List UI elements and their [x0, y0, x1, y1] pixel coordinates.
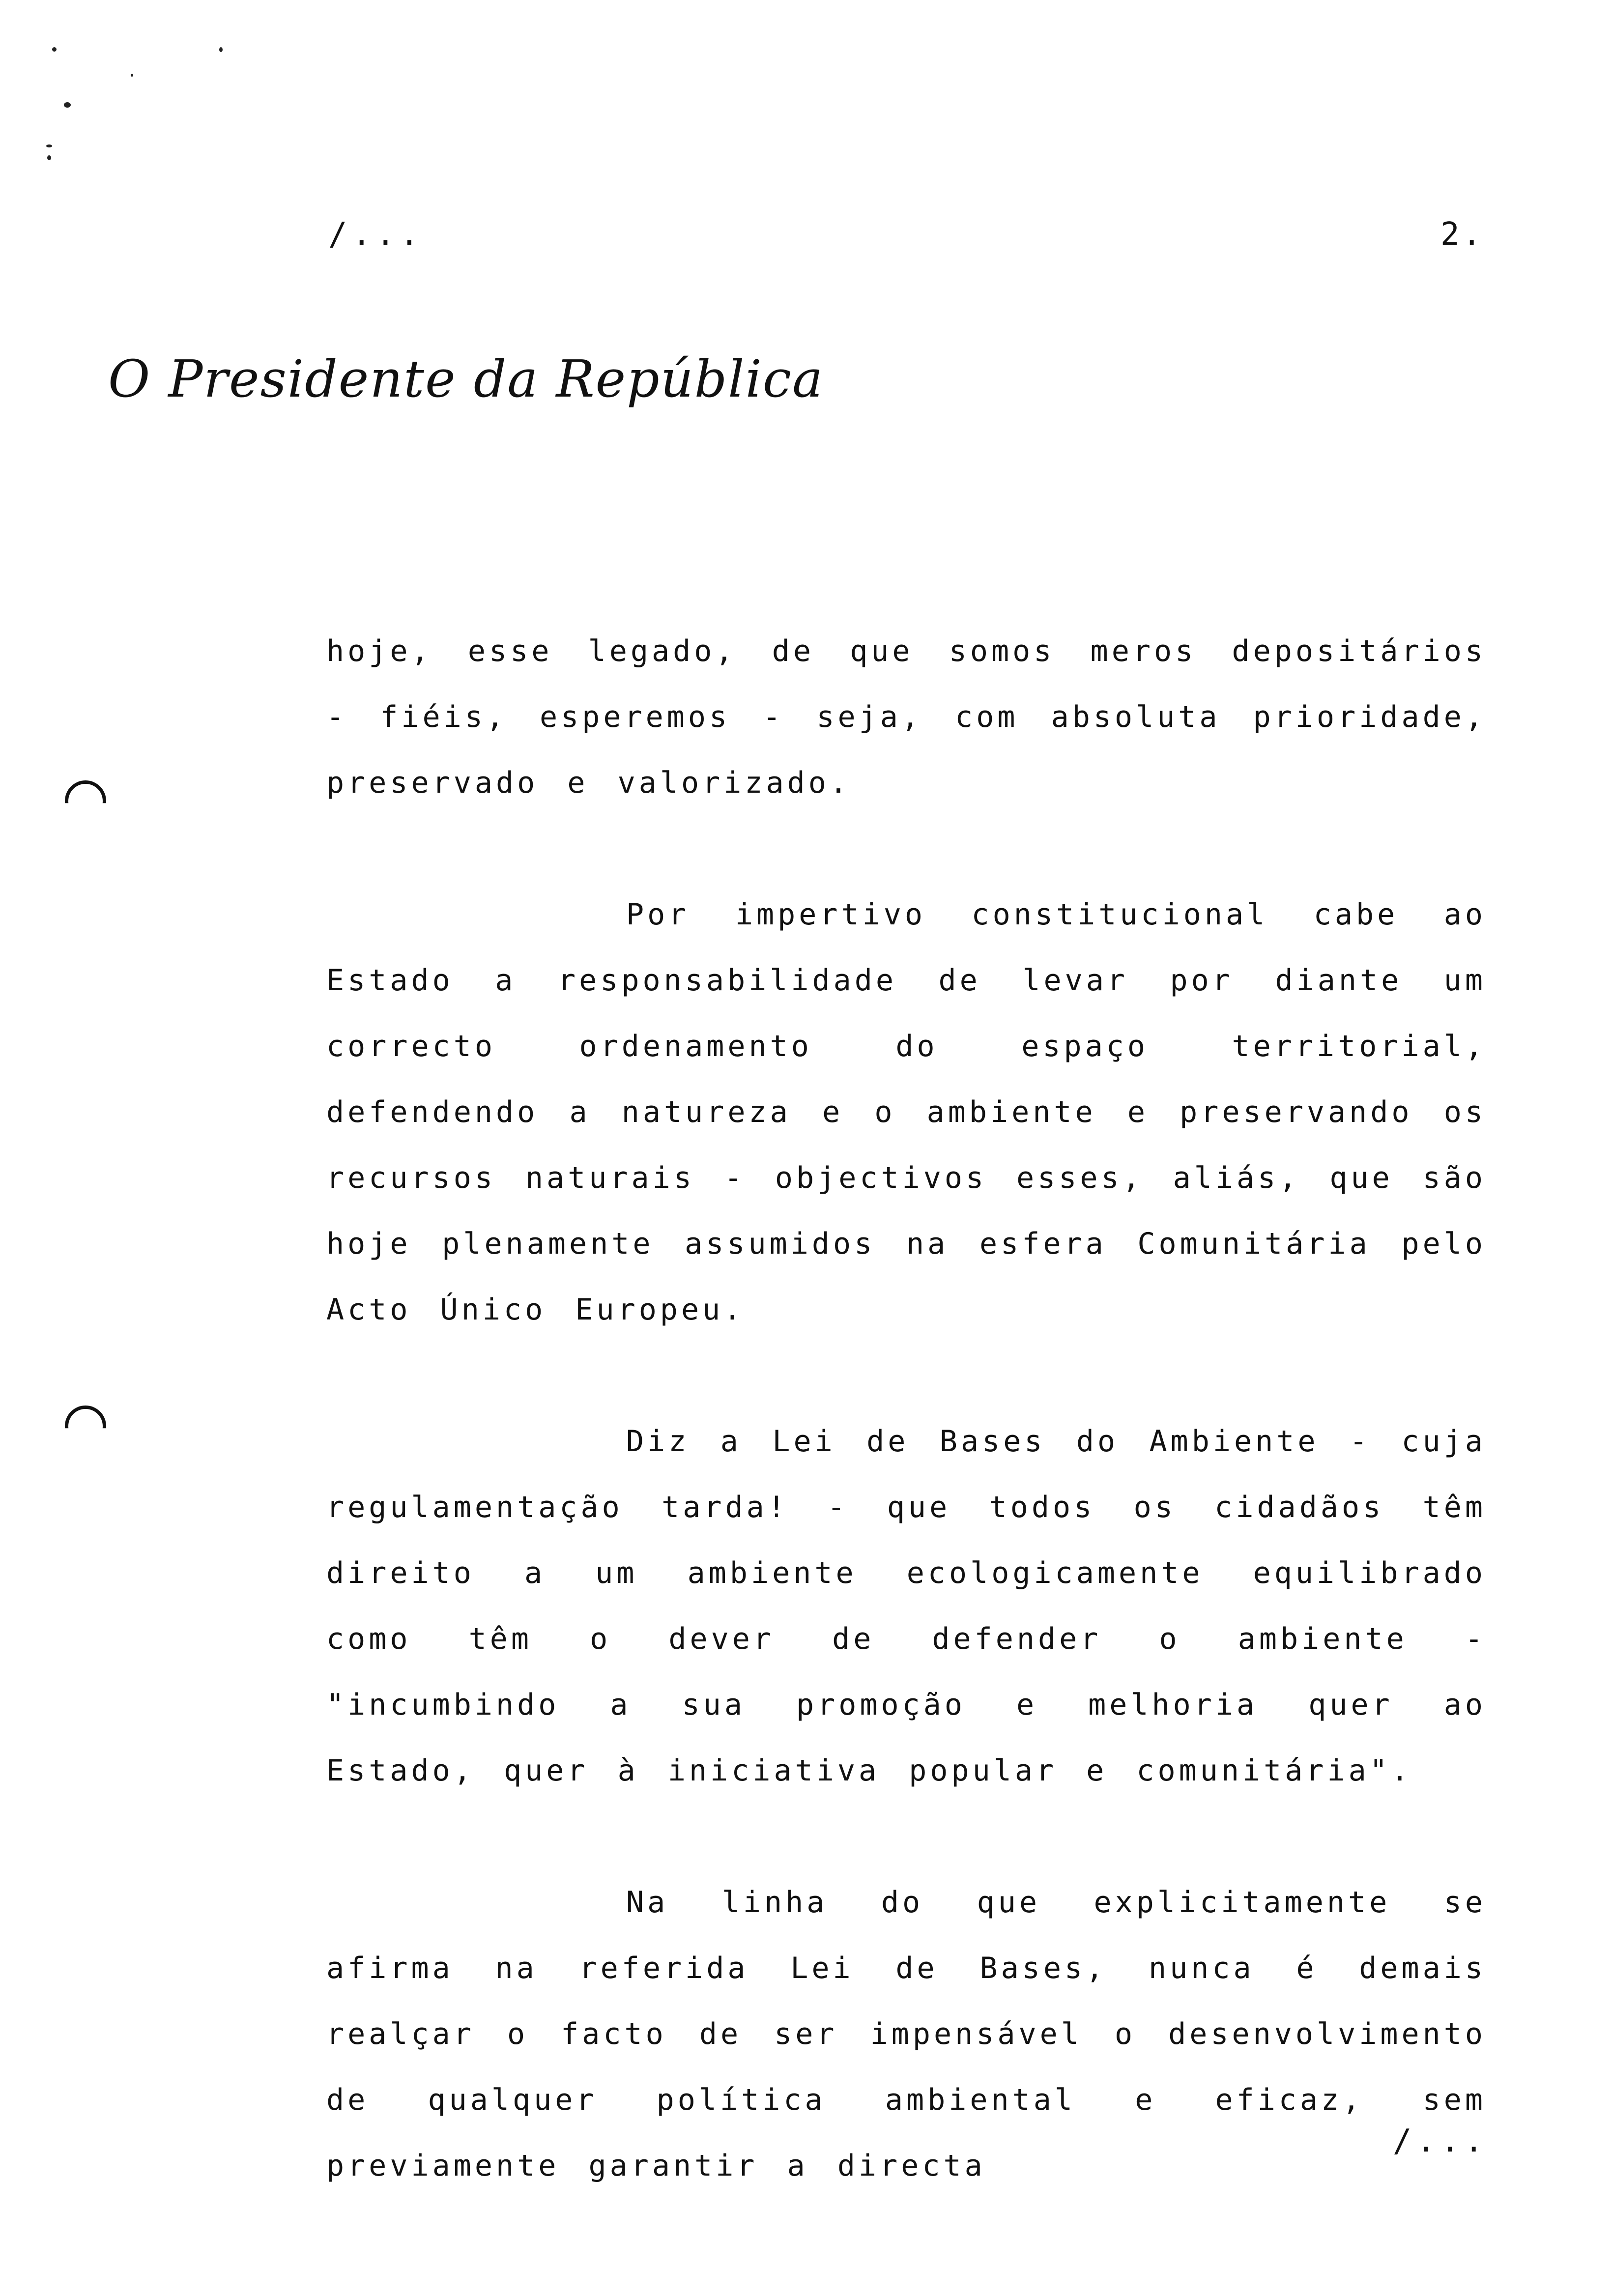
scan-speck [64, 102, 71, 108]
paragraph: hoje, esse legado, de que somos meros depositários - fiéis, esperemos - seja, com absoluta prioridade, preservado e valorizado. [326, 634, 1486, 800]
scan-speck [131, 74, 133, 77]
body-text [326, 618, 1486, 2199]
continuation-mark-bottom: /... [1392, 2123, 1488, 2159]
page-number: 2. [1440, 216, 1484, 253]
continuation-mark-top: /... [328, 216, 424, 253]
paragraph: Na linha do que explicitamente se afirma na referida Lei de Bases, nunca é demais realçar o facto de ser impensável o desenvolvimento de qualquer política ambiental e eficaz, sem previamente garantir a directa [326, 1885, 1486, 2183]
punch-hole-mark [65, 780, 106, 822]
scan-speck [47, 155, 51, 160]
letterhead-title: O Presidente da República [108, 349, 824, 409]
scan-speck [52, 47, 57, 52]
paragraph: Por impertivo constitucional cabe ao Estado a responsabilidade de levar por diante um correcto ordenamento do espaço territorial, defendendo a natureza e o ambiente e preservando os recursos naturais - objectivos esses, aliás, que são hoje plenamente assumidos na esfera Comunitária pelo Acto Único Europeu. [326, 897, 1486, 1327]
scan-speck [219, 47, 223, 52]
punch-hole-mark [65, 1406, 106, 1447]
paragraph: Diz a Lei de Bases do Ambiente - cuja regulamentação tarda! - que todos os cidadãos têm direito a um ambiente ecologicamente equilibrado como têm o dever de defender o ambiente - "incumbindo a sua promoção e melhoria quer ao Estado, quer à iniciativa popular e comunitária". [326, 1424, 1486, 1788]
scan-speck [46, 144, 52, 147]
